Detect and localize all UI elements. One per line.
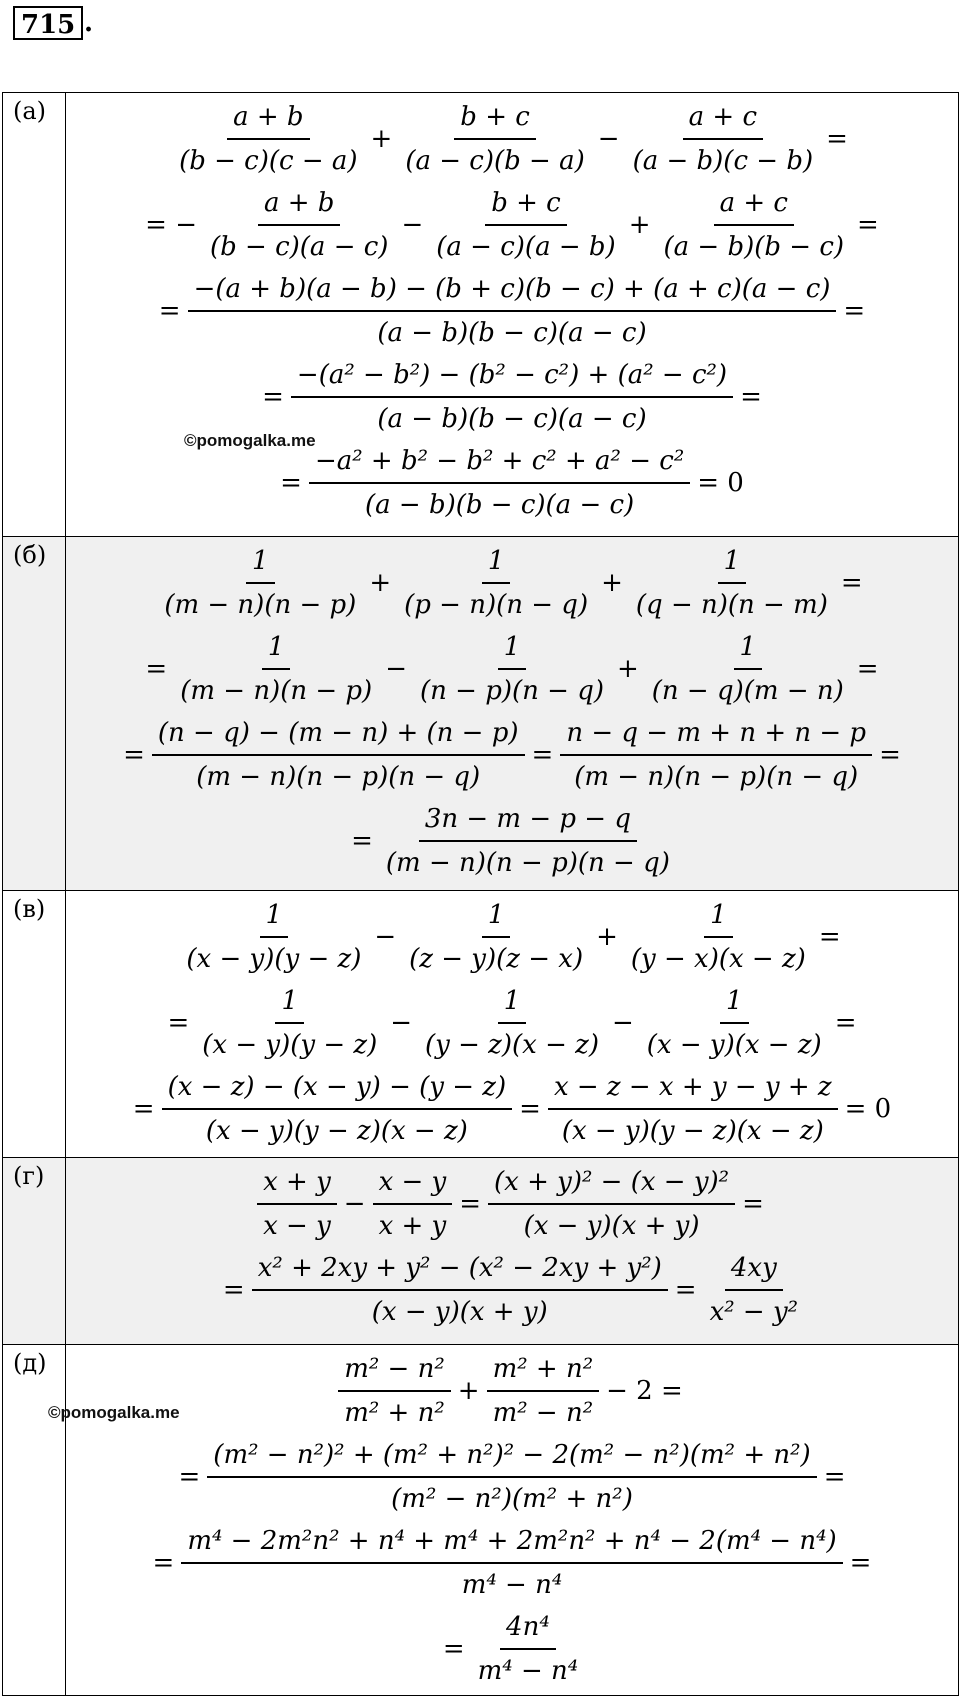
fraction: $\frac{3n - m - p - q}{(m - n)(n - p)(n - q)}$ xyxy=(380,798,676,884)
fraction: $\frac{\text{m² + n²}}{\text{m² − n²}}$ xyxy=(487,1348,600,1434)
part-e-row xyxy=(3,1345,959,1696)
problem-number-dot: . xyxy=(84,8,94,38)
fraction: $\frac{1}{(m - n)(n - p)}$ xyxy=(174,626,378,712)
part-label: (в) xyxy=(3,891,66,1158)
fraction: $\frac{b + c}{(a - c)(a - b)}$ xyxy=(430,182,621,268)
part-label: (г) xyxy=(3,1158,66,1345)
fraction: $\frac{\text{m⁴ − 2m²n² + n⁴ + m⁴ + 2m²n² + n⁴ − 2(m⁴ − n⁴)}}{\text{m⁴ − n⁴}}$ xyxy=(181,1520,842,1606)
equation-line: = $\frac{\text{m⁴ − 2m²n² + n⁴ + m⁴ + 2m²n² + n⁴ − 2(m⁴ − n⁴)}}{\text{m⁴ − n⁴}}$ = xyxy=(148,1520,877,1606)
problem-number: 715 xyxy=(13,6,83,40)
part-c-row xyxy=(3,891,959,1158)
fraction: $\frac{b + c}{(a - c)(b - a)}$ xyxy=(399,96,590,182)
fraction: $\frac{\text{x² + 2xy + y² − (x² − 2xy + y²)}}{(x - y)(x + y)}$ xyxy=(252,1247,668,1333)
fraction: $\frac{1}{(x - y)(y - z)}$ xyxy=(196,980,383,1066)
part-label: (а) xyxy=(3,93,66,537)
fraction: $\frac{4xy}{\text{x² − y²}}$ xyxy=(704,1247,805,1333)
equation-line: = $\frac{\text{x² + 2xy + y² − (x² − 2xy + y²)}}{(x - y)(x + y)}$ = $\frac{4xy}{\text{x² − y²}}$ xyxy=(218,1247,806,1333)
part-c-body xyxy=(66,891,959,1158)
fraction: $\frac{1}{(n - q)(m - n)}$ xyxy=(646,626,850,712)
part-b-body xyxy=(66,537,959,891)
equation-line: = $\frac{(n - q) - (m - n) + (n - p)}{(m - n)(n - p)(n - q)}$ = $\frac{n - q - m + n + n - p}{(m - n)(n - p)(n - q)}$ = xyxy=(118,712,906,798)
equation-line: $\frac{1}{(x - y)(y - z)}$ − $\frac{1}{(z - y)(z - x)}$ + $\frac{1}{(y - x)(x - z)}$ = xyxy=(178,894,845,980)
part-label: (б) xyxy=(3,537,66,891)
equation-line: = $\frac{3n - m - p - q}{(m - n)(n - p)(n - q)}$ xyxy=(346,798,678,884)
fraction: $\frac{1}{(n - p)(n - q)}$ xyxy=(414,626,610,712)
equation-line: = $\frac{\text{−a² + b² − b² + c² + a² − c²}}{(a - b)(b - c)(a - c)}$ = 0 xyxy=(275,440,749,526)
fraction: $\frac{x - z - x + y - y + z}{(x - y)(y - z)(x - z)}$ xyxy=(548,1066,838,1152)
fraction: $\frac{1}{(y - z)(x - z)}$ xyxy=(419,980,605,1066)
fraction: $\frac{-(a + b)(a - b) - (b + c)(b - c) + (a + c)(a - c)}{(a - b)(b - c)(a - c)}$ xyxy=(188,268,837,354)
equation-line: $\frac{x + y}{x - y}$ − $\frac{x - y}{x + y}$ = $\frac{\text{(x + y)² − (x − y)²}}{(x - y)(x + y)}$ = xyxy=(255,1161,769,1247)
part-a-body xyxy=(66,93,959,537)
equation-line: = $\frac{1}{(m - n)(n - p)}$ − $\frac{1}{(n - p)(n - q)}$ + $\frac{1}{(n - q)(m - n)}$ = xyxy=(140,626,883,712)
fraction: $\frac{(n - q) - (m - n) + (n - p)}{(m - n)(n - p)(n - q)}$ xyxy=(152,712,525,798)
fraction: $\frac{(x - z) - (x - y) - (y - z)}{(x - y)(y - z)(x - z)}$ xyxy=(162,1066,513,1152)
fraction: $\frac{1}{(x - y)(y - z)}$ xyxy=(180,894,367,980)
part-b-row xyxy=(3,537,959,891)
fraction: $\frac{a + b}{(b - c)(c - a)}$ xyxy=(173,96,363,182)
equation-line: = $\frac{\text{4n⁴}}{\text{m⁴ − n⁴}}$ xyxy=(438,1606,586,1692)
fraction: $\frac{\text{−a² + b² − b² + c² + a² − c²}}{(a - b)(b - c)(a - c)}$ xyxy=(309,440,690,526)
fraction: $\frac{x - y}{x + y}$ xyxy=(373,1161,453,1247)
fraction: $\frac{\text{m² − n²}}{\text{m² + n²}}$ xyxy=(338,1348,451,1434)
fraction: $\frac{a + c}{(a - b)(c - b)}$ xyxy=(627,96,820,182)
fraction: $\frac{\text{4n⁴}}{\text{m⁴ − n⁴}}$ xyxy=(472,1606,585,1692)
watermark: ©pomogalka.me xyxy=(48,1403,180,1422)
equation-line: $\frac{a + b}{(b - c)(c - a)}$ + $\frac{b + c}{(a - c)(b - a)}$ − $\frac{a + c}{(a - b)(c - b)}$ = xyxy=(171,96,853,182)
fraction: $\frac{\text{−(a² − b²) − (b² − c²) + (a² − c²)}}{(a - b)(b - c)(a - c)}$ xyxy=(291,354,733,440)
fraction: $\frac{x + y}{x - y}$ xyxy=(257,1161,337,1247)
fraction: $\frac{\text{(x + y)² − (x − y)²}}{(x - y)(x + y)}$ xyxy=(488,1161,735,1247)
fraction: $\frac{1}{(y - x)(x - z)}$ xyxy=(625,894,812,980)
part-label: (д) xyxy=(3,1345,66,1696)
equation-line: = $\frac{-(a + b)(a - b) - (b + c)(b - c) + (a + c)(a - c)}{(a - b)(b - c)(a - c)}$ = xyxy=(154,268,870,354)
equation-line: = $\frac{\text{(m² − n²)² + (m² + n²)² − 2(m² − n²)(m² + n²)}}{\text{(m² − n²)(m² + n²)}}$ = xyxy=(174,1434,851,1520)
fraction: $\frac{\text{(m² − n²)² + (m² + n²)² − 2(m² − n²)(m² + n²)}}{\text{(m² − n²)(m² + n²)}}$ xyxy=(207,1434,816,1520)
equation-line: = $\frac{1}{(x - y)(y - z)}$ − $\frac{1}{(y - z)(x - z)}$ − $\frac{1}{(x - y)(x - z)}$ = xyxy=(162,980,861,1066)
fraction: $\frac{1}{(p - n)(n - q)}$ xyxy=(398,540,594,626)
fraction: $\frac{1}{(m - n)(n - p)}$ xyxy=(158,540,362,626)
equation-line: $\frac{\text{m² − n²}}{\text{m² + n²}}$ + $\frac{\text{m² + n²}}{\text{m² − n²}}$ − 2 = xyxy=(336,1348,688,1434)
fraction: $\frac{a + b}{(b - c)(a - c)}$ xyxy=(204,182,394,268)
equation-line: = $\frac{(x - z) - (x - y) - (y - z)}{(x - y)(y - z)(x - z)}$ = $\frac{x - z - x + y - y + z}{(x - y)(y - z)(x - z)}$ = 0 xyxy=(128,1066,896,1152)
part-a-row xyxy=(3,93,959,537)
part-d-row xyxy=(3,1158,959,1345)
fraction: $\frac{1}{(q - n)(n - m)}$ xyxy=(630,540,834,626)
fraction: $\frac{1}{(z - y)(z - x)}$ xyxy=(403,894,589,980)
part-e-body xyxy=(48,1345,959,1696)
watermark: ©pomogalka.me xyxy=(184,431,316,450)
fraction: $\frac{a + c}{(a - b)(b - c)}$ xyxy=(657,182,850,268)
equation-line: = − $\frac{a + b}{(b - c)(a - c)}$ − $\frac{b + c}{(a - c)(a - b)}$ + $\frac{a + c}{(a - b)(b - c)}$ = xyxy=(140,182,884,268)
solution-table xyxy=(2,92,959,1696)
equation-line: $\frac{1}{(m - n)(n - p)}$ + $\frac{1}{(p - n)(n - q)}$ + $\frac{1}{(q - n)(n - m)}$ = xyxy=(156,540,867,626)
equation-line: = $\frac{\text{−(a² − b²) − (b² − c²) + (a² − c²)}}{(a - b)(b - c)(a - c)}$ = xyxy=(257,354,767,440)
part-d-body xyxy=(66,1158,959,1345)
fraction: $\frac{n - q - m + n + n - p}{(m - n)(n - p)(n - q)}$ xyxy=(560,712,872,798)
fraction: $\frac{1}{(x - y)(x - z)}$ xyxy=(641,980,828,1066)
